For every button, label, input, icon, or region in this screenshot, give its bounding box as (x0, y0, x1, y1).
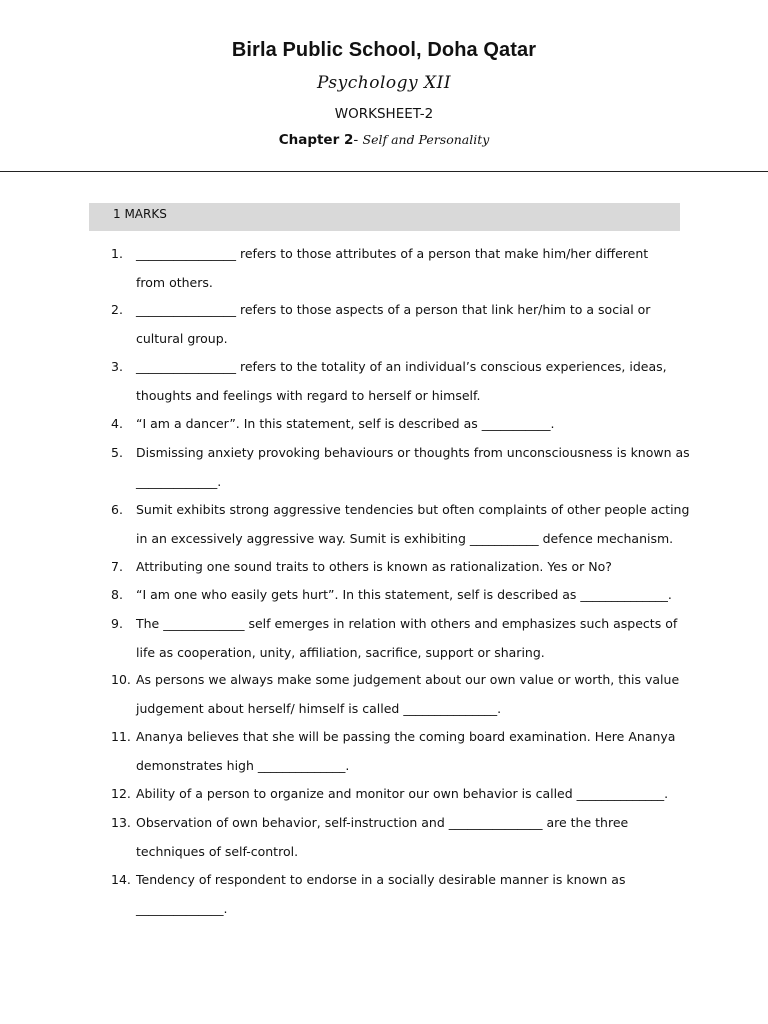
question-text: Dismissing anxiety provoking behaviours or thoughts from unconsciousness is known as _____________. (136, 445, 690, 489)
school-name: Birla Public School, Doha Qatar (231, 39, 537, 61)
subject-title: Psychology XII (316, 73, 452, 93)
question-text: ________________ refers to the totality of an individual’s conscious experiences, ideas, thoughts and feelings with regard to herself or himself. (136, 359, 667, 403)
question-number: 11. (111, 729, 131, 744)
question-text: Tendency of respondent to endorse in a socially desirable manner is known as ______________. (136, 872, 626, 916)
question-text: Observation of own behavior, self-instruction and _______________ are the three techniques of self-control. (136, 815, 629, 859)
question-number: 5. (111, 445, 123, 460)
question-number: 8. (111, 587, 123, 602)
question-number: 6. (111, 502, 123, 517)
chapter-separator: - (353, 132, 363, 148)
question-number: 10. (111, 672, 131, 687)
question-number: 14. (111, 872, 131, 887)
chapter-title: Self and Personality (362, 132, 490, 147)
question-number: 4. (111, 416, 123, 431)
question-text: The _____________ self emerges in relation with others and emphasizes such aspects of life as cooperation, unity, affiliation, sacrifice, support or sharing. (136, 616, 678, 660)
chapter-label: Chapter 2 (278, 132, 354, 148)
question-number: 2. (111, 302, 123, 317)
question-text: “I am one who easily gets hurt”. In this statement, self is described as ______________. (136, 587, 672, 602)
question-text: Ability of a person to organize and monitor our own behavior is called ______________. (136, 786, 669, 801)
question-number: 3. (111, 359, 123, 374)
question-text: Ananya believes that she will be passing the coming board examination. Here Ananya demonstrates high ______________. (136, 729, 676, 773)
question-text: As persons we always make some judgement about our own value or worth, this value judgement about herself/ himself is called _______________. (136, 672, 680, 716)
section-title: 1 MARKS (113, 207, 167, 221)
worksheet-label: WORKSHEET-2 (334, 106, 434, 122)
question-text: Attributing one sound traits to others is known as rationalization. Yes or No? (136, 559, 612, 574)
question-number: 1. (111, 246, 123, 261)
question-number: 13. (111, 815, 131, 830)
question-number: 7. (111, 559, 123, 574)
question-text: ________________ refers to those attributes of a person that make him/her different from others. (136, 246, 649, 290)
question-text: Sumit exhibits strong aggressive tendencies but often complaints of other people acting in an excessively aggressive way. Sumit is exhibiting ___________ defence mechanism. (136, 502, 690, 546)
question-text: “I am a dancer”. In this statement, self is described as ___________. (136, 416, 555, 431)
question-number: 9. (111, 616, 123, 631)
question-number: 12. (111, 786, 131, 801)
question-text: ________________ refers to those aspects of a person that link her/him to a social or cultural group. (136, 302, 651, 346)
